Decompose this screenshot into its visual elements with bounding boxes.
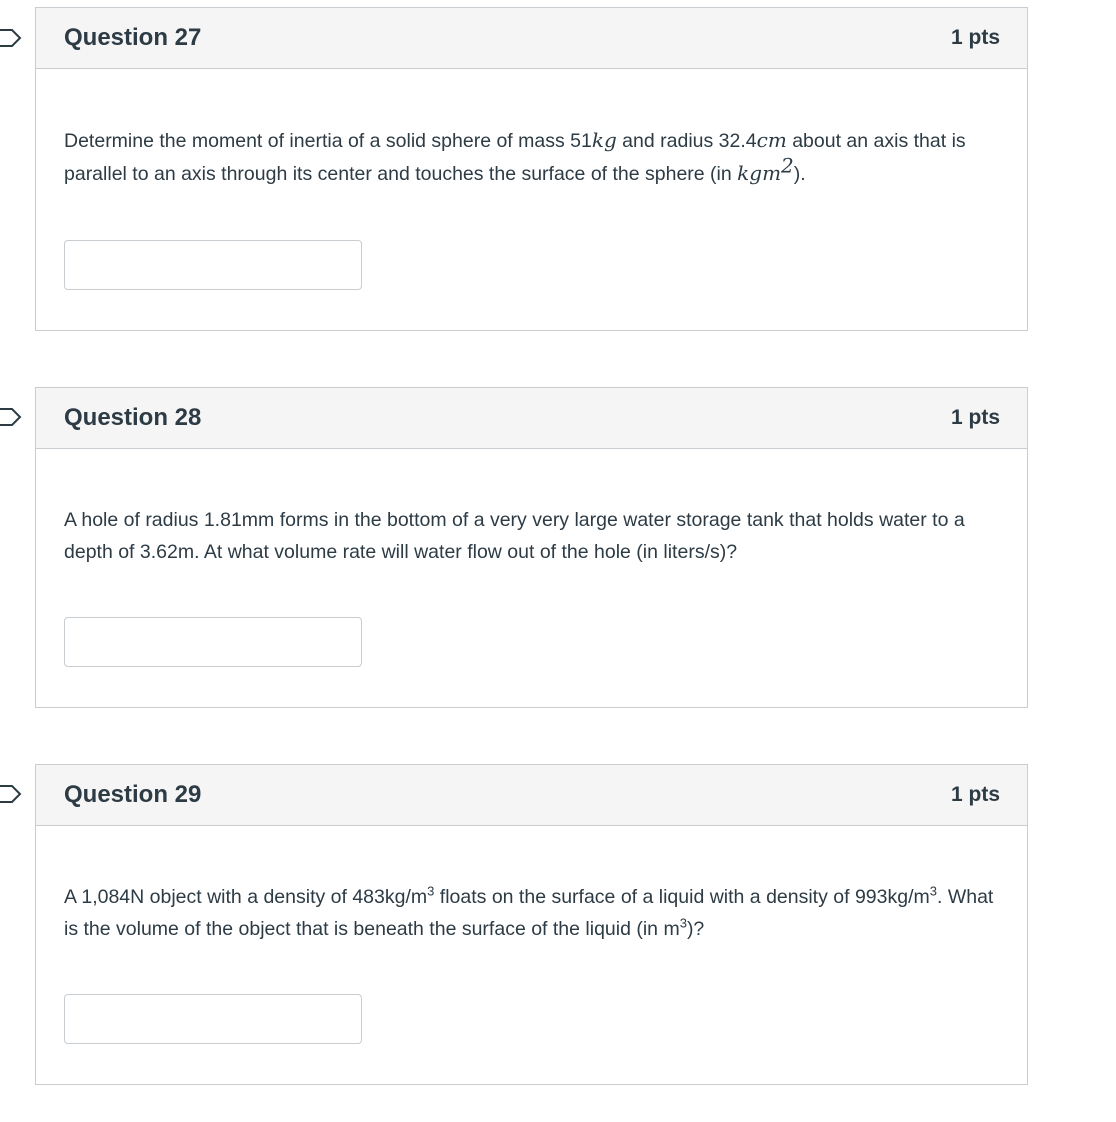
question-points: 1 pts [950,783,1000,806]
question-header [36,388,1027,449]
answer-input[interactable] [64,994,362,1044]
question-title: Question 27 [64,24,202,51]
question-points: 1 pts [950,26,1000,49]
question-points: 1 pts [950,406,1000,429]
question-text: Determine the moment of inertia of a solid sphere of mass 51kg and radius 32.4cm about an axis that is parallel to an axis through its center and touches the surface of the sphere (in kgm$^2$). [64,128,966,185]
question-text: A hole of radius 1.81mm forms in the bottom of a very very large water storage tank that holds water to a depth of 3.62m. At what volume rate will water flow out of the hole (in liters/s)? [64,509,965,563]
question-title: Question 29 [64,781,202,808]
flag-question-icon[interactable] [0,407,22,427]
question-header [36,8,1027,69]
question-title: Question 28 [64,404,202,431]
answer-input[interactable] [64,617,362,667]
answer-input[interactable] [64,240,362,290]
question-29 [35,764,1028,1085]
flag-question-icon[interactable] [0,28,22,48]
question-28 [35,387,1028,708]
question-text: A 1,084N object with a density of $483kg/m^3$ floats on the surface of a liquid with a density of $993kg/m^3$. What is the volume of the object that is beneath the surface of the liquid (in $m^3$)? [64,883,994,940]
question-27 [35,7,1028,331]
flag-question-icon[interactable] [0,784,22,804]
question-header [36,765,1027,826]
